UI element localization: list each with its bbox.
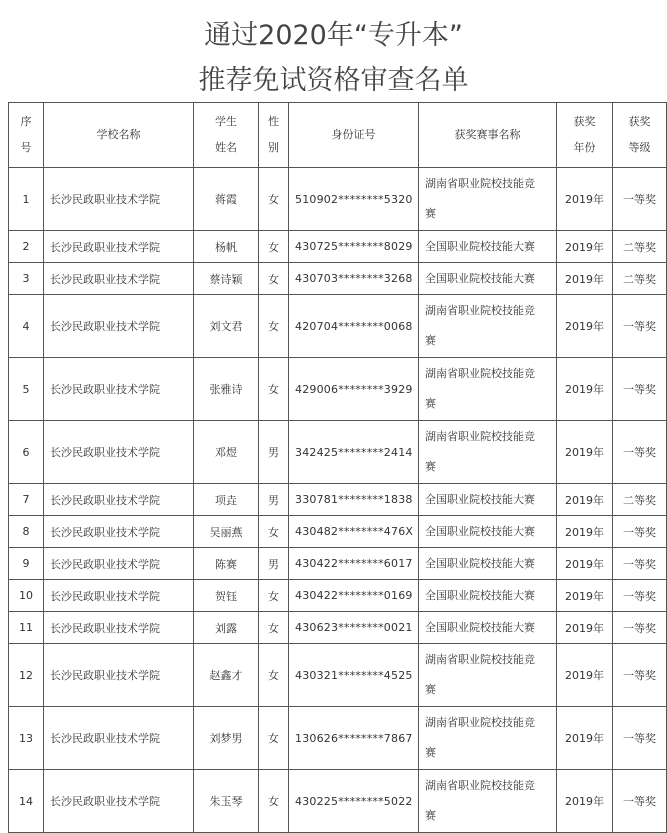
cell-gender: 女 bbox=[259, 295, 289, 358]
cell-year: 2019年 bbox=[557, 612, 613, 644]
cell-name: 蔡诗颖 bbox=[194, 263, 259, 295]
cell-id: 430422********6017 bbox=[289, 548, 419, 580]
cell-name: 贺钰 bbox=[194, 580, 259, 612]
cell-gender: 女 bbox=[259, 358, 289, 421]
cell-level: 一等奖 bbox=[613, 358, 667, 421]
cell-id: 430225********5022 bbox=[289, 770, 419, 833]
cell-id: 130626********7867 bbox=[289, 707, 419, 770]
cell-name: 朱玉琴 bbox=[194, 770, 259, 833]
cell-school: 长沙民政职业技术学院 bbox=[44, 644, 194, 707]
cell-id: 342425********2414 bbox=[289, 421, 419, 484]
cell-name: 刘梦男 bbox=[194, 707, 259, 770]
table-row bbox=[9, 612, 667, 644]
cell-school: 长沙民政职业技术学院 bbox=[44, 168, 194, 231]
cell-level: 二等奖 bbox=[613, 263, 667, 295]
cell-id: 420704********0068 bbox=[289, 295, 419, 358]
cell-gender: 女 bbox=[259, 516, 289, 548]
cell-competition: 全国职业院校技能大赛 bbox=[419, 580, 557, 612]
cell-competition: 湖南省职业院校技能竞 赛 bbox=[419, 295, 557, 358]
cell-name: 杨帆 bbox=[194, 231, 259, 263]
cell-level: 一等奖 bbox=[613, 168, 667, 231]
header-school: 学校名称 bbox=[44, 103, 194, 168]
cell-seq: 3 bbox=[9, 263, 44, 295]
cell-year: 2019年 bbox=[557, 358, 613, 421]
cell-name: 邓煜 bbox=[194, 421, 259, 484]
cell-level: 一等奖 bbox=[613, 580, 667, 612]
cell-id: 430725********8029 bbox=[289, 231, 419, 263]
cell-school: 长沙民政职业技术学院 bbox=[44, 295, 194, 358]
cell-level: 一等奖 bbox=[613, 707, 667, 770]
cell-gender: 女 bbox=[259, 231, 289, 263]
cell-school: 长沙民政职业技术学院 bbox=[44, 770, 194, 833]
cell-seq: 9 bbox=[9, 548, 44, 580]
cell-level: 二等奖 bbox=[613, 231, 667, 263]
cell-year: 2019年 bbox=[557, 263, 613, 295]
cell-school: 长沙民政职业技术学院 bbox=[44, 612, 194, 644]
table-row bbox=[9, 580, 667, 612]
cell-year: 2019年 bbox=[557, 580, 613, 612]
header-id: 身份证号 bbox=[289, 103, 419, 168]
table-row bbox=[9, 707, 667, 770]
table-header-row bbox=[9, 103, 667, 168]
cell-school: 长沙民政职业技术学院 bbox=[44, 263, 194, 295]
header-level: 获奖 等级 bbox=[613, 103, 667, 168]
cell-id: 510902********5320 bbox=[289, 168, 419, 231]
cell-school: 长沙民政职业技术学院 bbox=[44, 358, 194, 421]
cell-competition: 全国职业院校技能大赛 bbox=[419, 548, 557, 580]
cell-gender: 男 bbox=[259, 421, 289, 484]
cell-level: 一等奖 bbox=[613, 295, 667, 358]
cell-year: 2019年 bbox=[557, 548, 613, 580]
table-row bbox=[9, 168, 667, 231]
cell-level: 一等奖 bbox=[613, 548, 667, 580]
table-row bbox=[9, 358, 667, 421]
page-title-line1: 通过2020年“专升本” bbox=[204, 20, 463, 51]
cell-gender: 女 bbox=[259, 770, 289, 833]
cell-id: 430623********0021 bbox=[289, 612, 419, 644]
cell-competition: 湖南省职业院校技能竞 赛 bbox=[419, 644, 557, 707]
cell-competition: 湖南省职业院校技能竞 赛 bbox=[419, 358, 557, 421]
header-year: 获奖 年份 bbox=[557, 103, 613, 168]
cell-school: 长沙民政职业技术学院 bbox=[44, 580, 194, 612]
cell-seq: 2 bbox=[9, 231, 44, 263]
cell-seq: 6 bbox=[9, 421, 44, 484]
cell-year: 2019年 bbox=[557, 644, 613, 707]
cell-gender: 女 bbox=[259, 707, 289, 770]
cell-id: 430321********4525 bbox=[289, 644, 419, 707]
cell-school: 长沙民政职业技术学院 bbox=[44, 707, 194, 770]
cell-competition: 全国职业院校技能大赛 bbox=[419, 516, 557, 548]
cell-seq: 11 bbox=[9, 612, 44, 644]
cell-level: 一等奖 bbox=[613, 770, 667, 833]
cell-name: 刘文君 bbox=[194, 295, 259, 358]
cell-competition: 全国职业院校技能大赛 bbox=[419, 263, 557, 295]
cell-year: 2019年 bbox=[557, 707, 613, 770]
cell-name: 蒋霞 bbox=[194, 168, 259, 231]
cell-level: 一等奖 bbox=[613, 516, 667, 548]
cell-id: 430422********0169 bbox=[289, 580, 419, 612]
table-row bbox=[9, 421, 667, 484]
cell-gender: 女 bbox=[259, 580, 289, 612]
cell-seq: 4 bbox=[9, 295, 44, 358]
table-row bbox=[9, 295, 667, 358]
cell-level: 二等奖 bbox=[613, 484, 667, 516]
cell-level: 一等奖 bbox=[613, 644, 667, 707]
table-row bbox=[9, 263, 667, 295]
cell-competition: 全国职业院校技能大赛 bbox=[419, 612, 557, 644]
cell-year: 2019年 bbox=[557, 421, 613, 484]
cell-seq: 5 bbox=[9, 358, 44, 421]
cell-name: 陈赛 bbox=[194, 548, 259, 580]
table-row bbox=[9, 644, 667, 707]
cell-school: 长沙民政职业技术学院 bbox=[44, 484, 194, 516]
cell-school: 长沙民政职业技术学院 bbox=[44, 421, 194, 484]
cell-year: 2019年 bbox=[557, 295, 613, 358]
cell-gender: 女 bbox=[259, 263, 289, 295]
cell-name: 吴丽燕 bbox=[194, 516, 259, 548]
cell-id: 330781********1838 bbox=[289, 484, 419, 516]
cell-school: 长沙民政职业技术学院 bbox=[44, 516, 194, 548]
cell-id: 429006********3929 bbox=[289, 358, 419, 421]
header-gender: 性 别 bbox=[259, 103, 289, 168]
cell-level: 一等奖 bbox=[613, 612, 667, 644]
header-seq: 序 号 bbox=[9, 103, 44, 168]
cell-seq: 12 bbox=[9, 644, 44, 707]
cell-id: 430703********3268 bbox=[289, 263, 419, 295]
cell-year: 2019年 bbox=[557, 770, 613, 833]
table-row bbox=[9, 770, 667, 833]
cell-year: 2019年 bbox=[557, 516, 613, 548]
cell-competition: 湖南省职业院校技能竞 赛 bbox=[419, 168, 557, 231]
cell-year: 2019年 bbox=[557, 168, 613, 231]
cell-gender: 女 bbox=[259, 168, 289, 231]
cell-gender: 男 bbox=[259, 484, 289, 516]
cell-competition: 全国职业院校技能大赛 bbox=[419, 484, 557, 516]
table-row bbox=[9, 516, 667, 548]
cell-year: 2019年 bbox=[557, 231, 613, 263]
table-row bbox=[9, 484, 667, 516]
cell-seq: 1 bbox=[9, 168, 44, 231]
cell-gender: 男 bbox=[259, 548, 289, 580]
cell-level: 一等奖 bbox=[613, 421, 667, 484]
table-row bbox=[9, 548, 667, 580]
cell-name: 张雅诗 bbox=[194, 358, 259, 421]
cell-name: 刘露 bbox=[194, 612, 259, 644]
page-title-line2: 推荐免试资格审查名单 bbox=[198, 65, 469, 96]
cell-name: 项垚 bbox=[194, 484, 259, 516]
cell-gender: 女 bbox=[259, 644, 289, 707]
cell-seq: 7 bbox=[9, 484, 44, 516]
cell-gender: 女 bbox=[259, 612, 289, 644]
cell-competition: 湖南省职业院校技能竞 赛 bbox=[419, 707, 557, 770]
cell-competition: 湖南省职业院校技能竞 赛 bbox=[419, 421, 557, 484]
cell-seq: 10 bbox=[9, 580, 44, 612]
cell-competition: 湖南省职业院校技能竞 赛 bbox=[419, 770, 557, 833]
candidate-table bbox=[8, 102, 667, 833]
cell-school: 长沙民政职业技术学院 bbox=[44, 231, 194, 263]
header-name: 学生 姓名 bbox=[194, 103, 259, 168]
cell-seq: 8 bbox=[9, 516, 44, 548]
cell-school: 长沙民政职业技术学院 bbox=[44, 548, 194, 580]
cell-year: 2019年 bbox=[557, 484, 613, 516]
cell-competition: 全国职业院校技能大赛 bbox=[419, 231, 557, 263]
cell-seq: 13 bbox=[9, 707, 44, 770]
cell-name: 赵鑫才 bbox=[194, 644, 259, 707]
header-competition: 获奖赛事名称 bbox=[419, 103, 557, 168]
cell-id: 430482********476X bbox=[289, 516, 419, 548]
cell-seq: 14 bbox=[9, 770, 44, 833]
table-row bbox=[9, 231, 667, 263]
